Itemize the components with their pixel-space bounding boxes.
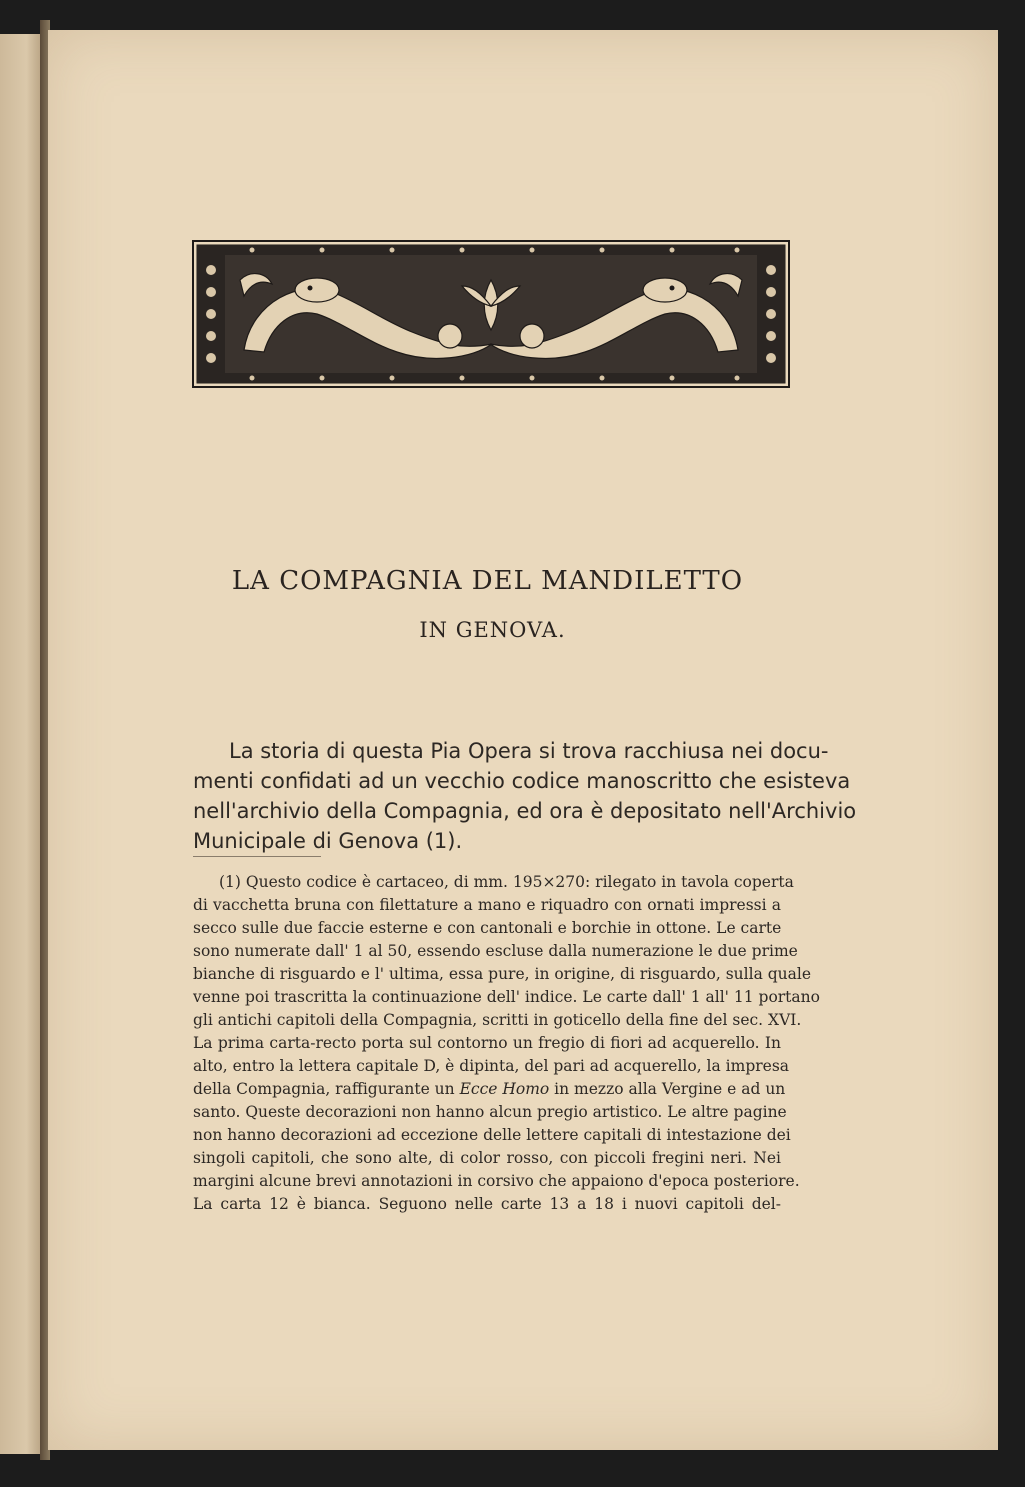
decorative-headpiece-dolphins-icon	[192, 240, 790, 388]
body-paragraph	[193, 736, 857, 856]
footnote-line	[193, 1078, 786, 1101]
footnote-text: della Compagnia, raffigurante un	[193, 1080, 460, 1098]
footnote-line: di vacchetta bruna con filettature a mano e riquadro con ornati impressi a	[193, 896, 781, 914]
footnote-line: bianche di risguardo e l' ultima, essa pure, in origine, di risguardo, sulla quale	[193, 965, 812, 983]
footnote-line: (1) Questo codice è cartaceo, di mm. 195×270: rilegato in tavola coperta	[219, 873, 794, 891]
footnote-line: La prima carta-recto porta sul contorno un fregio di fiori ad acquerello. In	[193, 1034, 781, 1052]
body-line: La storia di questa Pia Opera si trova racchiusa nei docu-	[229, 739, 829, 763]
footnote-italic-text: Ecce Homo	[459, 1080, 550, 1098]
footnote-line: non hanno decorazioni ad eccezione delle lettere capitali di intestazione dei	[193, 1126, 791, 1144]
body-line: Municipale di Genova (1).	[193, 829, 463, 853]
footnote-line: sono numerate dall' 1 al 50, essendo escluse dalla numerazione le due prime	[193, 942, 798, 960]
footnote-line: La carta 12 è bianca. Seguono nelle carte 13 a 18 i nuovi capitoli del-	[193, 1195, 781, 1213]
footnote-line: alto, entro la lettera capitale D, è dipinta, del pari ad acquerello, la impresa	[193, 1057, 790, 1075]
footnote-separator	[193, 856, 321, 857]
footnote-line: venne poi trascritta la continuazione dell' indice. Le carte dall' 1 all' 11 portano	[193, 988, 820, 1006]
footnote-line: secco sulle due faccie esterne e con cantonali e borchie in ottone. Le carte	[193, 919, 782, 937]
page-title: LA COMPAGNIA DEL MANDILETTO	[231, 566, 744, 596]
footnote	[193, 871, 820, 1216]
footnote-text: in mezzo alla Vergine e ad un	[549, 1080, 786, 1098]
footnote-line: gli antichi capitoli della Compagnia, scritti in goticello della fine del sec. XVI.	[193, 1011, 802, 1029]
facing-page-edge	[0, 34, 44, 1454]
footnote-line: margini alcune brevi annotazioni in corsivo che appaiono d'epoca posteriore.	[193, 1172, 800, 1190]
body-line: nell'archivio della Compagnia, ed ora è depositato nell'Archivio	[193, 799, 857, 823]
footnote-line: santo. Queste decorazioni non hanno alcun pregio artistico. Le altre pagine	[193, 1103, 787, 1121]
body-line: menti confidati ad un vecchio codice manoscritto che esisteva	[193, 769, 851, 793]
page-subtitle: IN GENOVA.	[419, 618, 566, 642]
footnote-line: singoli capitoli, che sono alte, di color rosso, con piccoli fregini neri. Nei	[193, 1149, 781, 1167]
